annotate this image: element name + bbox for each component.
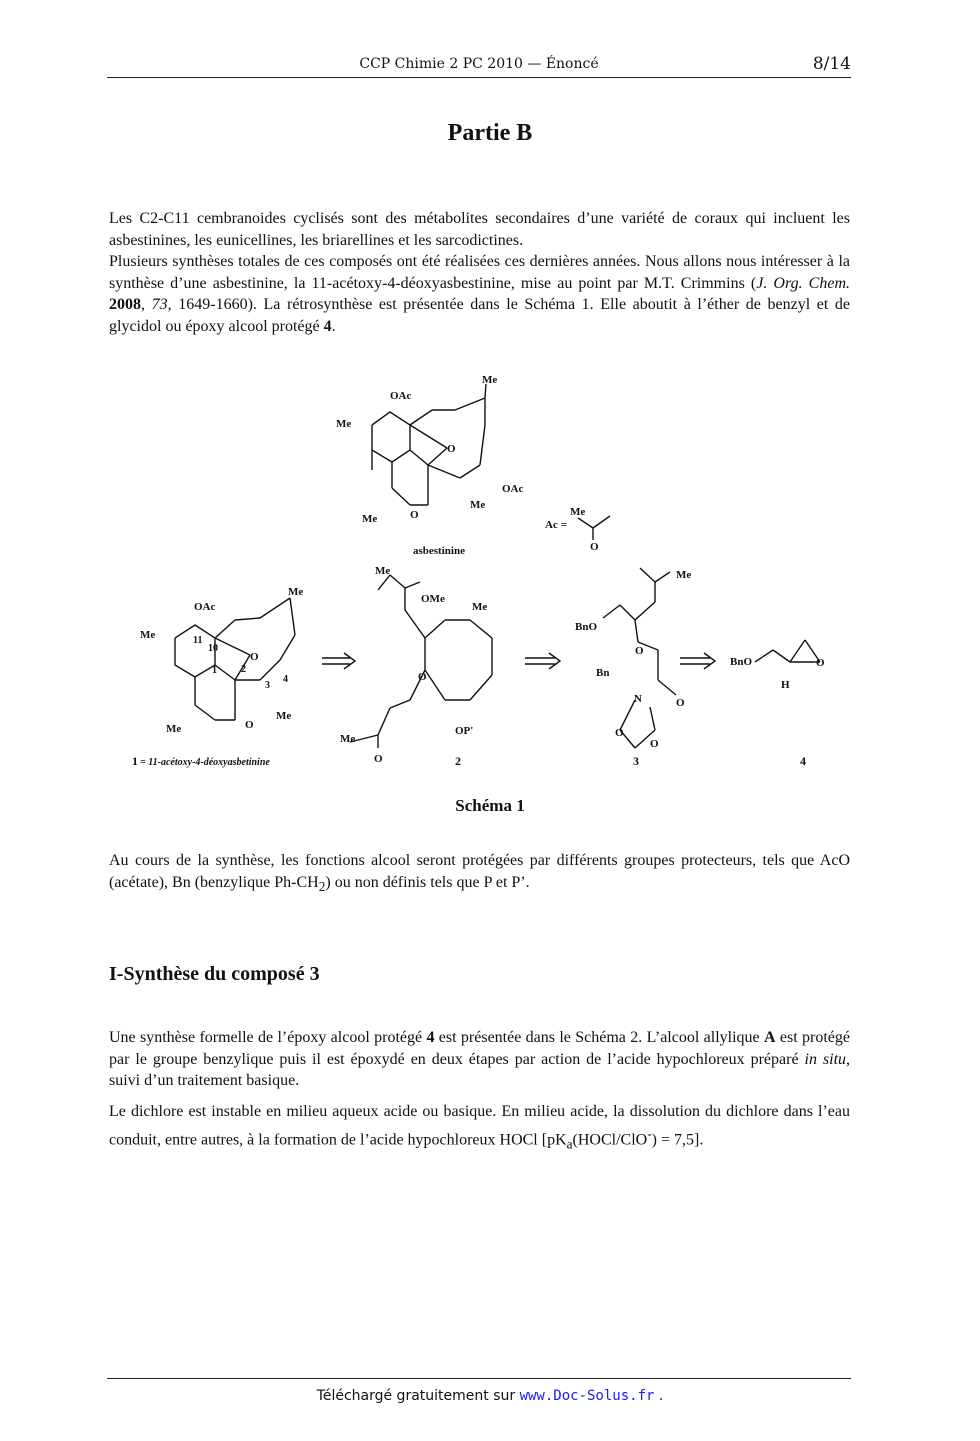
- asb-me-bottom-label: Me: [362, 513, 378, 525]
- journal-name: J. Org. Chem.: [756, 274, 851, 292]
- clo-superscript: -: [647, 1125, 652, 1141]
- section-title: I-Synthèse du composé 3: [109, 963, 320, 985]
- compound-1-name: = 11-acétoxy-4-déoxyasbetinine: [140, 757, 270, 768]
- retro-arrows: [322, 653, 715, 669]
- footer-link[interactable]: www.Doc-Solus.fr: [519, 1388, 655, 1404]
- retrosynthesis-scheme: [110, 370, 850, 790]
- c1-o-label: O: [250, 651, 259, 663]
- footer-end: .: [654, 1388, 664, 1404]
- s2-text-a: Le dichlore est instable en milieu aqueux acide ou basique. En milieu acide, la dissolution du dichlore dans l’eau conduit, entre autres, à la formation de l’acide hypochloreux HOCl [pK: [109, 1103, 850, 1148]
- compound-3-number: 3: [633, 754, 639, 768]
- page-number: 8/14: [812, 54, 851, 74]
- s1-text-d: , suivi d’un traitement basique.: [109, 1050, 851, 1090]
- running-title: CCP Chimie 2 PC 2010 — Énoncé: [359, 56, 599, 72]
- c3-o-label: O: [635, 645, 644, 657]
- s1-text-a: Une synthèse formelle de l’époxy alcool protégé: [109, 1029, 427, 1046]
- c3-n-label: N: [634, 693, 642, 705]
- c4-o-label: O: [816, 657, 825, 669]
- c2-op-label: OP': [455, 725, 474, 737]
- compound-1-structure: [175, 598, 295, 720]
- ring-number-10: 10: [208, 643, 218, 654]
- intro-p2-end: .: [331, 317, 336, 335]
- pka-subscript: a: [566, 1136, 573, 1152]
- compound-1-number: 1: [132, 754, 138, 768]
- compound-4-number: 4: [800, 754, 806, 768]
- c3-o-ring2-label: O: [650, 738, 659, 750]
- section-paragraph-2: [109, 1101, 850, 1155]
- c1-o-bottom-label: O: [245, 719, 254, 731]
- ring-number-11: 11: [193, 635, 203, 646]
- s2-text-c: ) = 7,5].: [651, 1130, 704, 1148]
- c1-me-left-label: Me: [140, 629, 156, 641]
- ac-label: Ac =: [545, 519, 567, 531]
- c3-bn-label: Bn: [596, 667, 610, 679]
- intro-p2-text-a: Plusieurs synthèses totales de ces composés ont été réalisées ces dernières années. Nous allons nous intéresser à la synthèse d’une asbestinine, la 11-acétoxy-4-déoxyasbestinine, mise au point par M.T. Crimmins (: [109, 253, 850, 292]
- c4-bno-label: BnO: [730, 656, 753, 668]
- asb-me-left-label: Me: [336, 418, 352, 430]
- c3-o-carbonyl-label: O: [676, 697, 685, 709]
- asb-oac-label: OAc: [390, 390, 412, 402]
- compound-4-ref: 4: [323, 317, 332, 335]
- scheme-1-figure: [110, 370, 850, 790]
- asb-me-label: Me: [470, 499, 486, 511]
- c2-o-label: O: [418, 671, 427, 683]
- s2-text-b: (HOCl/ClO: [572, 1130, 648, 1148]
- c2-ome-label: OMe: [421, 593, 445, 605]
- protecting-groups-paragraph: [109, 850, 850, 897]
- footer-rule: [107, 1378, 851, 1379]
- acetyl-structure: [578, 516, 610, 540]
- ring-number-4: 4: [283, 674, 288, 685]
- c1-oac-label: OAc: [194, 601, 216, 613]
- c1-me-label: Me: [276, 710, 292, 722]
- journal-year: 2008: [109, 296, 141, 314]
- intro-p2-text-b: , 1649-1660). La rétrosynthèse est présentée dans le Schéma 1. Elle aboutit à l’éther de benzyl et de glycidol ou époxy alcool protégé: [109, 296, 851, 335]
- footer-text: Téléchargé gratuitement sur: [316, 1388, 520, 1404]
- s1-compound-4: 4: [426, 1029, 435, 1046]
- intro-p1-text: Les C2-C11 cembranoides cyclisés sont des métabolites secondaires d’une variété de coraux qui incluent les asbestinines, les eunicellines, les briarellines et les sarcodictines.: [109, 210, 850, 249]
- section-paragraph-1: [109, 1027, 850, 1092]
- ring-number-3: 3: [265, 680, 270, 691]
- ring-number-1: 1: [212, 665, 217, 676]
- protecting-text-b: ) ou non définis tels que P et P’.: [325, 873, 530, 891]
- c2-me-top-label: Me: [375, 565, 391, 577]
- footer: [0, 1388, 980, 1404]
- s1-text-b: est présentée dans le Schéma 2. L’alcool allylique: [434, 1029, 764, 1046]
- compound-4-structure: [755, 640, 820, 662]
- journal-volume: 73: [151, 296, 168, 314]
- ring-number-2: 2: [241, 664, 246, 675]
- c2-me-bottom-label: Me: [340, 733, 356, 745]
- compound-2-number: 2: [455, 754, 461, 768]
- running-header: [107, 55, 851, 78]
- c2-me-label: Me: [472, 601, 488, 613]
- ac-o-label: O: [590, 541, 599, 553]
- c3-bno-label: BnO: [575, 621, 598, 633]
- compound-3-structure: [603, 568, 676, 748]
- c1-me-bottom-label: Me: [166, 723, 182, 735]
- c3-o-ring-label: O: [615, 727, 624, 739]
- asb-me-top-label: Me: [482, 374, 498, 386]
- asbestinine-structure: [372, 384, 486, 505]
- s1-text-c: est protégé par le groupe benzylique puis il est époxydé en deux étapes par action de l’acide hypochloreux préparé: [109, 1029, 850, 1068]
- s1-compound-a: A: [763, 1029, 776, 1046]
- intro-paragraph-2: Plusieurs synthèses totales de ces composés ont été réalisées ces dernières années. Nous allons nous intéresser à la synthèse d’une asbestinine, la 11-acétoxy-4-déoxyasbestinine, mise au point par M.T. Crimmins (J. Org. Chem. 2008, 73, 1649-1660). La rétrosynthèse est présentée dans le Schéma 1. Elle aboutit à l’éther de benzyl et de glycidol ou époxy alcool protégé 4.: [109, 253, 851, 335]
- asb-o-bottom-label: O: [410, 509, 419, 521]
- c1-me-top-label: Me: [288, 586, 304, 598]
- ac-me-label: Me: [570, 506, 586, 518]
- c3-me-label: Me: [676, 569, 692, 581]
- asb-o-label: O: [447, 443, 456, 455]
- scheme-caption: Schéma 1: [455, 796, 525, 815]
- intro-paragraph-1: [109, 208, 850, 251]
- asb-oac-right-label: OAc: [502, 483, 524, 495]
- protecting-text-a: Au cours de la synthèse, les fonctions alcool seront protégées par différents groupes protecteurs, tels que AcO (acétate), Bn (benzylique Ph-CH: [109, 852, 850, 891]
- part-title: Partie B: [447, 120, 533, 146]
- ch2-subscript: 2: [318, 878, 326, 894]
- asbestinine-label: asbestinine: [413, 545, 465, 557]
- c2-o-bottom-label: O: [374, 753, 383, 765]
- c4-h-label: H: [781, 679, 790, 691]
- s1-in-situ: in situ: [804, 1050, 847, 1068]
